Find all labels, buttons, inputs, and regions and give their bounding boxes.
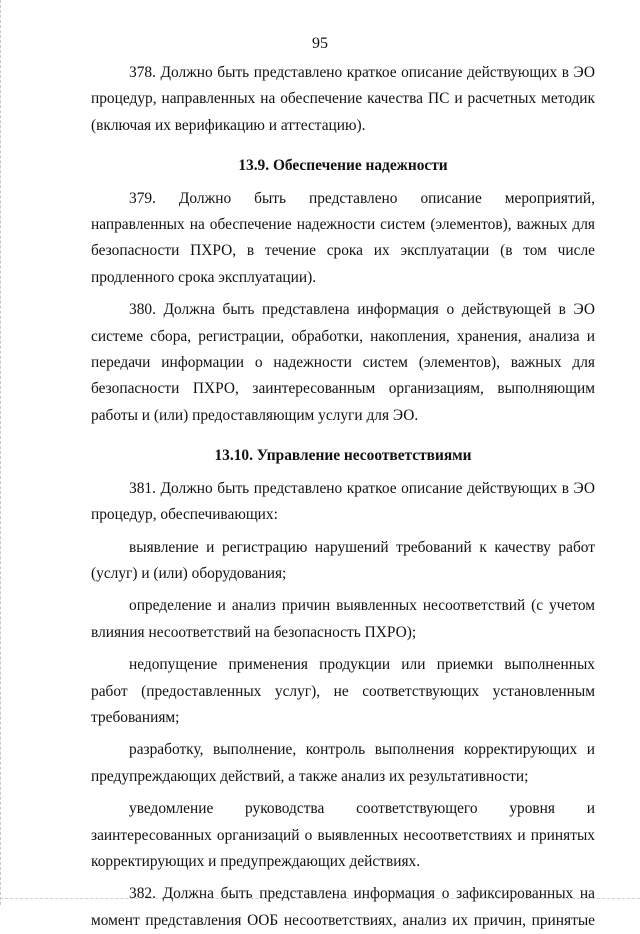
paragraph-380: 380. Должна быть представлена информация о действующей в ЭО системе сбора, регистрации, обработки, накопления, хранения, анализа и передачи информации о надежности систем (элементов), важных для безопасности ПХРО, заинтересованным организациям, выполняющим работы и (или) предоставляющим услуги для ЭО. (91, 301, 595, 424)
list-item-corrective-actions: разработку, выполнение, контроль выполнения корректирующих и предупреждающих действий, а также анализ их результативности; (91, 741, 595, 785)
section-heading-13-9: 13.9. Обеспечение надежности (238, 157, 448, 175)
page-number: 95 (312, 35, 328, 52)
list-item-prevention: недопущение применения продукции или приемки выполненных работ (предоставленных услуг), не соответствующих установленным требованиям; (91, 656, 595, 726)
section-heading-13-10: 13.10. Управление несоответствиями (214, 447, 472, 465)
list-item-cause-analysis: определение и анализ причин выявленных несоответствий (с учетом влияния несоответствий на безопасность ПХРО); (91, 597, 595, 641)
paragraph-382: 382. Должна быть представлена информация о зафиксированных на момент представления ООБ несоответствиях, анализ их причин, принятые (91, 885, 595, 929)
paragraph-379: 379. Должно быть представлено описание мероприятий, направленных на обеспечение надежности систем (элементов), важных для безопасности ПХРО, в течение срока их эксплуатации (в том числе продленного срока эксплуатации). (91, 189, 595, 286)
scan-left-edge (0, 0, 4, 905)
paragraph-381: 381. Должно быть представлено краткое описание действующих в ЭО процедур, обеспечивающих: (91, 479, 595, 524)
list-item-detection: выявление и регистрацию нарушений требований к качеству работ (услуг) и (или) оборудования; (91, 538, 595, 582)
list-item-notification: уведомление руководства соответствующего уровня и заинтересованных организаций о выявленных несоответствиях и принятых корректирующих и предупреждающих действиях. (91, 800, 595, 870)
paragraph-378: 378. Должно быть представлено краткое описание действующих в ЭО процедур, направленных на обеспечение качества ПС и расчетных методик (включая их верификацию и аттестацию). (91, 64, 595, 134)
document-body (91, 60, 595, 934)
